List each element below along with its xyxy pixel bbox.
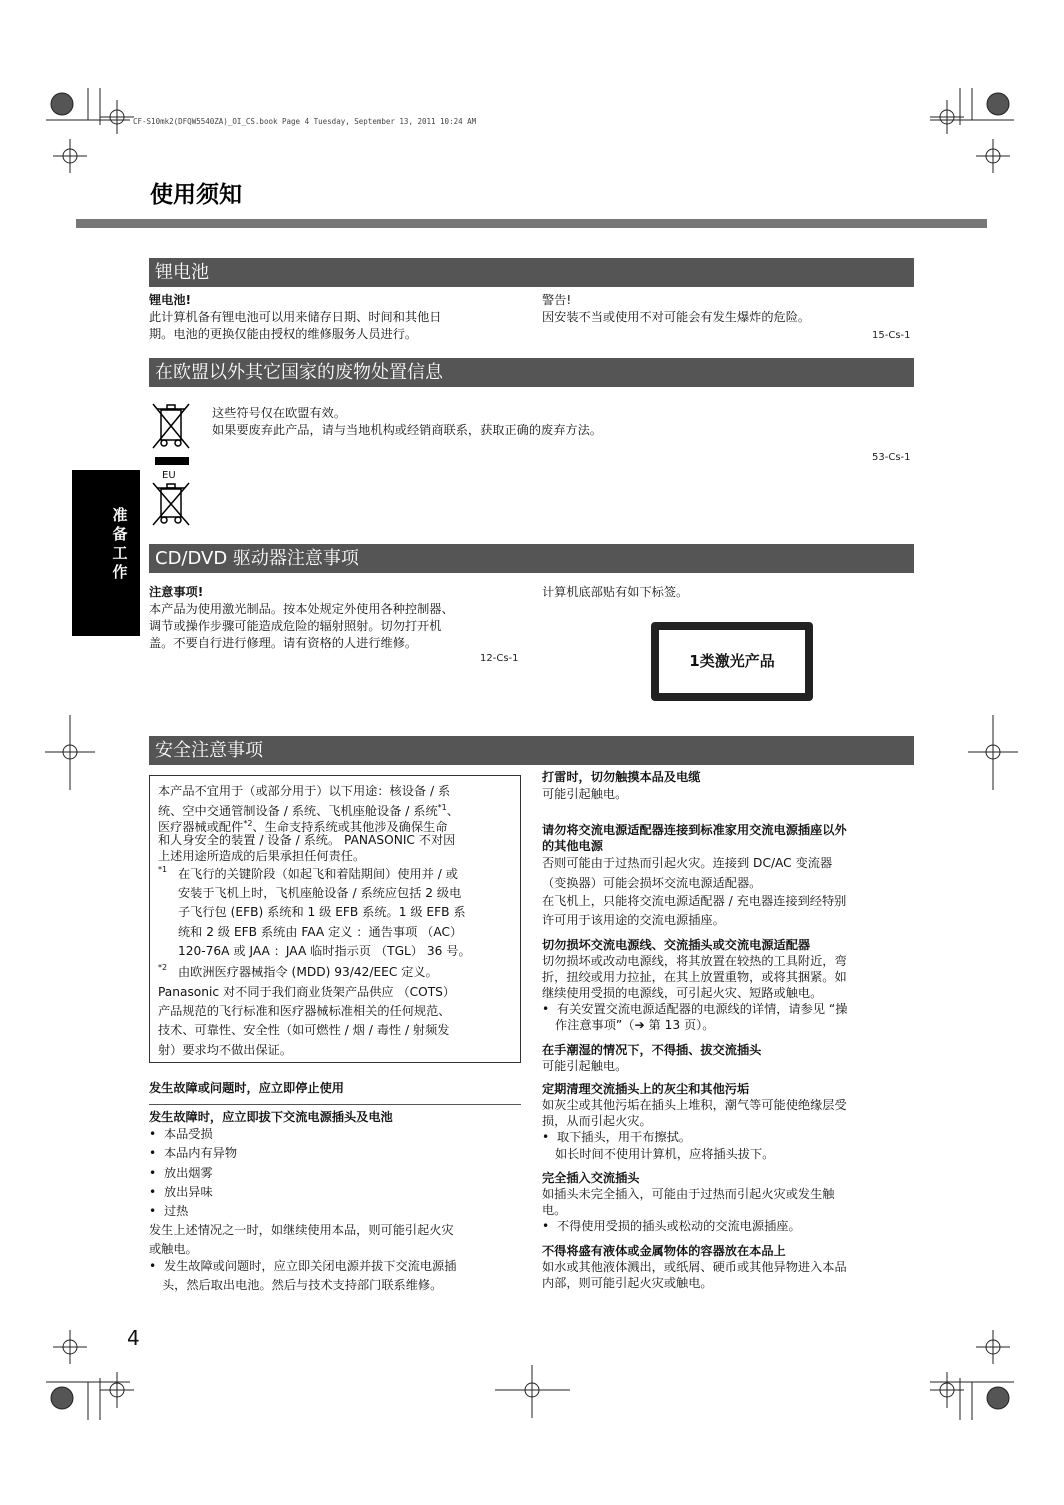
eu-label: EU [162,470,176,481]
unplug-title: 发生故障时，应立即拔下交流电源插头及电池 [149,1110,393,1124]
after-1: 发生上述情况之一时，如继续使用本品，则可能引起火灾 [149,1223,454,1237]
r5-1: 如灰尘或其他污垢在插头上堆积，潮气等可能使绝缘层受 [542,1098,847,1112]
disposal-line-1: 这些符号仅在欧盟有效。 [212,406,347,420]
r3-3: 继续使用受损的电源线，可引起火灾、短路或触电。 [542,986,823,1000]
lithium-code: 15-Cs-1 [872,330,911,341]
book-header: CF-S10mk2(DFQW5540ZA)_OI_CS.book Page 4 Tuesday, September 13, 2011 10:24 AM [133,117,477,126]
box-line-9: 射）要求均不做出保证。 [158,1043,293,1057]
after-bullet-1-text: 发生故障或问题时，应立即关闭电源并拔下交流电源插 [163,1259,457,1273]
lithium-left-body-2: 期。电池的更换仅能由授权的维修服务人员进行。 [149,327,418,341]
r6-1: 如插头未完全插入，可能由于过热而引起火灾或发生触 [542,1187,835,1201]
laser-label [651,622,813,701]
bullet-5-text: 过热 [163,1204,189,1218]
fn1-mark: *1 [158,865,168,874]
section-heading-safety: 安全注意事项 [149,736,914,765]
r5-title: 定期清理交流插头上的灰尘和其他污垢 [542,1082,750,1096]
lithium-right-title: 警告! [542,293,572,307]
box-line-7: 产品规范的飞行标准和医疗器械标准相关的任何规范、 [158,1004,451,1018]
r7-2: 内部，则可能引起火灾或触电。 [542,1276,713,1290]
lithium-right-body: 因安装不当或使用不对可能会有发生爆炸的危险。 [542,310,811,324]
r3-bullet-2: 作注意事项”（➔ 第 13 页）。 [555,1018,715,1032]
r2-title-1: 请勿将交流电源适配器连接到标准家用交流电源插座以外 [542,823,847,837]
cd-right-1: 计算机底部贴有如下标签。 [542,585,689,599]
bullet-2: • 本品内有异物 [149,1146,238,1160]
bullet-3-text: 放出烟雾 [163,1166,213,1180]
r3-title: 切勿损坏交流电源线、交流插头或交流电源适配器 [542,938,811,952]
r1-title: 打雷时，切勿触摸本品及电缆 [542,770,701,784]
after-bullet-2: 头，然后取出电池。然后与技术支持部门联系维修。 [162,1278,443,1292]
r3-2: 折，扭绞或用力拉扯，在其上放置重物，或将其捆紧。如 [542,970,847,984]
r6-title: 完全插入交流插头 [542,1171,640,1185]
section-heading-disposal: 在欧盟以外其它国家的废物处置信息 [149,358,914,387]
stop-underline [149,1104,521,1105]
r1-body: 可能引起触电。 [542,787,628,801]
box-line-4: 和人身安全的装置 / 设备 / 系统。 PANASONIC 不对因 [158,833,456,847]
bullet-4-text: 放出异味 [163,1185,213,1199]
wheelie-bin-eu-icon [150,480,192,528]
r2-3: 在飞机上，只能将交流电源适配器 / 充电器连接到经特别 [542,894,847,908]
r2-title-2: 的其他电源 [542,839,603,853]
bullet-1: • 本品受损 [149,1127,213,1141]
r3-bullet-1: • 有关安置交流电源适配器的电源线的详情，请参见 “操 [542,1002,848,1016]
lithium-left-body-1: 此计算机备有锂电池可以用来储存日期、时间和其他日 [149,310,442,324]
box-line-2b: 、 [446,804,459,819]
cd-code: 12-Cs-1 [480,653,519,664]
box-line-3b: 、生命支持系统或其他涉及确保生命 [252,820,448,835]
title-rule [76,219,987,228]
fn1-5: 120-76A 或 JAA ：JAA 临时指示页 （TGL） 36 号。 [178,944,471,958]
cd-left-1: 本产品为使用激光制品。按本处规定外使用各种控制器、 [149,602,454,616]
bullet-3: • 放出烟雾 [149,1166,213,1180]
section-heading-cd: CD/DVD 驱动器注意事项 [149,544,914,573]
box-line-5: 上述用途所造成的后果承担任何责任。 [158,849,366,863]
fn1-1: 在飞行的关键阶段（如起飞和着陆期间）使用并 / 或 [178,867,458,881]
r5-bullet-2: 如长时间不使用计算机，应将插头拔下。 [555,1147,775,1161]
r6-2: 电。 [542,1203,567,1217]
r2-2: （变换器）可能会损坏交流电源适配器。 [542,876,762,890]
box-line-2a: 统、空中交通管制设备 / 系统、飞机座舱设备 / 系统 [158,804,438,819]
bullet-5: • 过热 [149,1204,189,1218]
disposal-line-2: 如果要废弃此产品，请与当地机构或经销商联系，获取正确的废弃方法。 [212,423,602,437]
cd-left-3: 盖。不要自行进行修理。请有资格的人进行维修。 [149,636,418,650]
side-tab-label: 准备工作 [112,506,128,581]
bullet-4: • 放出异味 [149,1185,213,1199]
fn2-1: 由欧洲医疗器械指令 (MDD) 93/42/EEC 定义。 [178,965,438,979]
side-tab [72,470,140,636]
r5-bullet-1: • 取下插头，用干布擦拭。 [542,1130,691,1144]
eu-bar [155,457,189,465]
laser-label-text: 1类激光产品 [659,630,805,693]
fn1-2: 安装于飞机上时，飞机座舱设备 / 系统应包括 2 级电 [178,886,462,900]
page-title: 使用须知 [150,182,242,208]
box-line-6: Panasonic 对不同于我们商业货架产品供应 （COTS） [158,985,456,999]
lithium-left-title: 锂电池! [149,293,192,307]
section-heading-lithium: 锂电池 [149,258,914,287]
fn1-3: 子飞行包 (EFB) 系统和 1 级 EFB 系统。1 级 EFB 系 [178,905,466,919]
bullet-2-text: 本品内有异物 [163,1146,238,1160]
cd-left-2: 调节或操作步骤可能造成危险的辐射照射。切勿打开机 [149,619,442,633]
r7-1: 如水或其他液体溅出，或纸屑、硬币或其他异物进入本品 [542,1260,847,1274]
stop-title: 发生故障或问题时，应立即停止使用 [149,1081,344,1095]
r4-title: 在手潮湿的情况下，不得插、拔交流插头 [542,1043,762,1057]
fn1-4: 统和 2 级 EFB 系统由 FAA 定义 ：通告事项 （AC） [178,925,463,939]
after-bullet-1: • 发生故障或问题时，应立即关闭电源并拔下交流电源插 [149,1259,457,1273]
wheelie-bin-icon [150,401,192,451]
r3-1: 切勿损坏或改动电源线，将其放置在较热的工具附近，弯 [542,954,847,968]
r7-title: 不得将盛有液体或金属物体的容器放在本品上 [542,1244,786,1258]
bullet-1-text: 本品受损 [163,1127,213,1141]
fn-ref-2: *2 [243,819,253,828]
r6-bullet-1: • 不得使用受损的插头或松动的交流电源插座。 [542,1219,801,1233]
fn2-mark: *2 [158,963,168,972]
r6-bullet-1-text: 不得使用受损的插头或松动的交流电源插座。 [556,1219,801,1233]
r5-bullet-1-text: 取下插头，用干布擦拭。 [556,1130,691,1144]
box-line-1: 本产品不宜用于（或部分用于）以下用途：核设备 / 系 [158,784,451,798]
r2-4: 许可用于该用途的交流电源插座。 [542,913,725,927]
fn-ref-1: *1 [437,803,447,812]
r3-bullet-1-text: 有关安置交流电源适配器的电源线的详情，请参见 “操 [556,1002,848,1016]
r2-1: 否则可能由于过热而引起火灾。连接到 DC/AC 变流器 [542,856,833,870]
box-line-3a: 医疗器械或配件 [158,820,244,835]
r4-body: 可能引起触电。 [542,1059,628,1073]
r5-2: 损，从而引起火灾。 [542,1114,652,1128]
cd-left-title: 注意事项! [149,585,204,599]
box-line-8: 技术、可靠性、安全性（如可燃性 / 烟 / 毒性 / 射频发 [158,1023,450,1037]
disposal-code: 53-Cs-1 [872,452,911,463]
after-2: 或触电。 [149,1242,198,1256]
page-number: 4 [127,1326,140,1350]
